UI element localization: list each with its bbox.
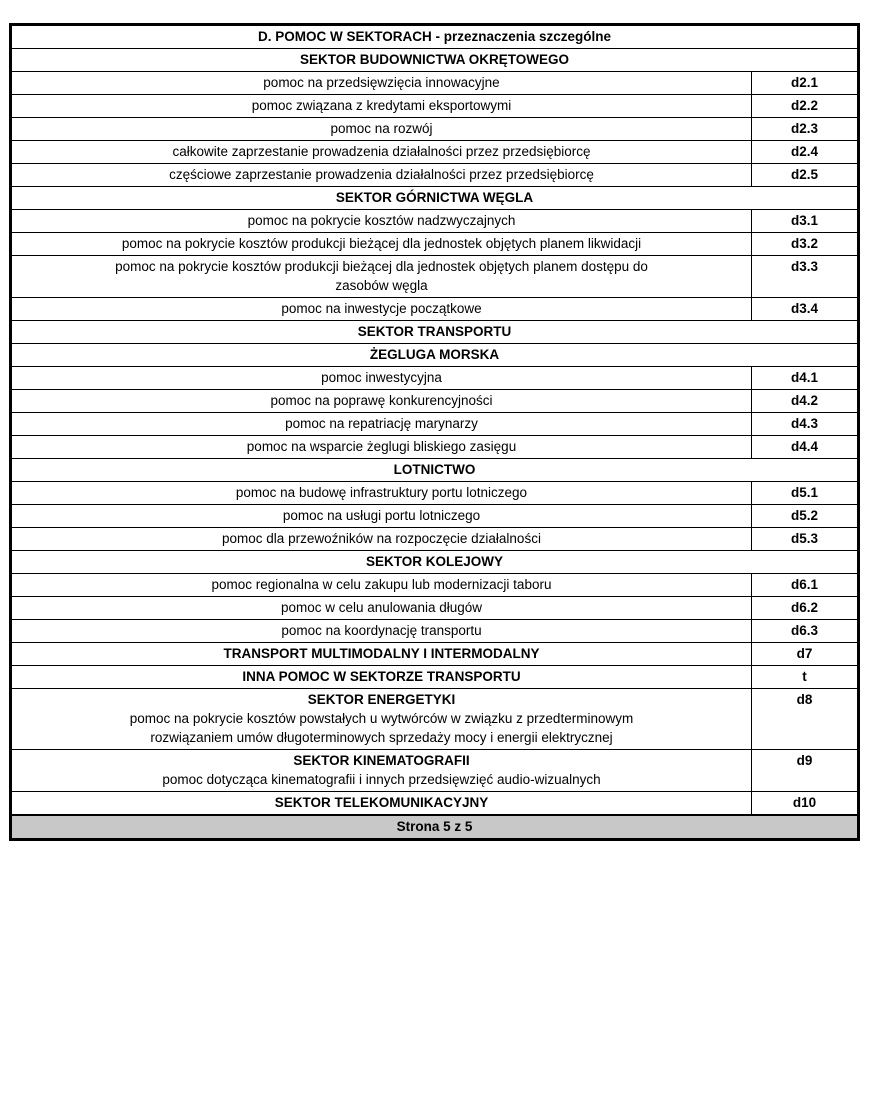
aid-item-row: [11, 141, 859, 164]
aid-item-row: [11, 620, 859, 643]
aid-item-row: [11, 413, 859, 436]
table-title: D. POMOC W SEKTORACH - przeznaczenia szczególne: [11, 25, 859, 49]
aid-code: d10: [752, 792, 859, 816]
section-header-row: [11, 49, 859, 72]
section-header-row: [11, 344, 859, 367]
aid-description-line: zasobów węgla: [335, 278, 428, 293]
aid-description: pomoc regionalna w celu zakupu lub modernizacji taboru: [11, 574, 752, 597]
aid-description: pomoc związana z kredytami eksportowymi: [11, 95, 752, 118]
aid-item-row: [11, 118, 859, 141]
aid-code: d2.1: [752, 72, 859, 95]
aid-code: d3.1: [752, 210, 859, 233]
aid-item-row: [11, 436, 859, 459]
aid-item-row: [11, 574, 859, 597]
aid-description: pomoc na inwestycje początkowe: [11, 298, 752, 321]
aid-code: d3.3: [752, 256, 859, 298]
aid-description-line: rozwiązaniem umów długoterminowych sprzedaży mocy i energii elektrycznej: [150, 730, 613, 745]
sector-name: SEKTOR TELEKOMUNIKACYJNY: [11, 792, 752, 816]
aid-code: d7: [752, 643, 859, 666]
sector-row: [11, 689, 859, 750]
aid-code: d4.3: [752, 413, 859, 436]
sector-row: [11, 792, 859, 816]
aid-description: pomoc w celu anulowania długów: [11, 597, 752, 620]
aid-code: d6.2: [752, 597, 859, 620]
section-header-row: [11, 459, 859, 482]
aid-sectors-sheet: [9, 23, 857, 841]
sector-row: [11, 750, 859, 792]
aid-description: pomoc na rozwój: [11, 118, 752, 141]
page-footer-row: [11, 815, 859, 840]
aid-item-row: [11, 95, 859, 118]
aid-code: d6.1: [752, 574, 859, 597]
sector-block: [11, 689, 752, 750]
aid-code: d4.2: [752, 390, 859, 413]
aid-sectors-table: [9, 23, 860, 841]
aid-item-row: [11, 482, 859, 505]
aid-code: d3.2: [752, 233, 859, 256]
section-header-row: [11, 187, 859, 210]
sector-row: [11, 643, 859, 666]
aid-description-line: pomoc na pokrycie kosztów produkcji bieżącej dla jednostek objętych planem dostępu do: [115, 259, 648, 274]
section-header: SEKTOR BUDOWNICTWA OKRĘTOWEGO: [11, 49, 859, 72]
aid-code: d6.3: [752, 620, 859, 643]
aid-description-line: pomoc na pokrycie kosztów powstałych u wytwórców w związku z przedterminowym: [129, 711, 634, 726]
aid-code: d4.4: [752, 436, 859, 459]
aid-code: d3.4: [752, 298, 859, 321]
aid-description: częściowe zaprzestanie prowadzenia działalności przez przedsiębiorcę: [11, 164, 752, 187]
aid-item-row: [11, 597, 859, 620]
sector-name: INNA POMOC W SEKTORZE TRANSPORTU: [11, 666, 752, 689]
aid-description: całkowite zaprzestanie prowadzenia działalności przez przedsiębiorcę: [11, 141, 752, 164]
aid-code: d5.1: [752, 482, 859, 505]
aid-item-row: [11, 233, 859, 256]
aid-item-row: [11, 528, 859, 551]
aid-description: pomoc na wsparcie żeglugi bliskiego zasięgu: [11, 436, 752, 459]
aid-item-row: [11, 390, 859, 413]
sector-name: TRANSPORT MULTIMODALNY I INTERMODALNY: [11, 643, 752, 666]
section-header: LOTNICTWO: [11, 459, 859, 482]
aid-code: d5.2: [752, 505, 859, 528]
aid-description: pomoc dla przewoźników na rozpoczęcie działalności: [11, 528, 752, 551]
aid-item-row: [11, 367, 859, 390]
aid-code: d4.1: [752, 367, 859, 390]
aid-description: pomoc na pokrycie kosztów nadzwyczajnych: [11, 210, 752, 233]
aid-item-row: [11, 164, 859, 187]
sector-block: [11, 750, 752, 792]
aid-code: d2.4: [752, 141, 859, 164]
aid-description: pomoc na przedsięwzięcia innowacyjne: [11, 72, 752, 95]
section-header-row: [11, 551, 859, 574]
section-header: SEKTOR TRANSPORTU: [11, 321, 859, 344]
aid-description-line: pomoc dotycząca kinematografii i innych przedsięwzięć audio-wizualnych: [162, 772, 601, 787]
page-number: Strona 5 z 5: [11, 815, 859, 840]
sector-row: [11, 666, 859, 689]
aid-description: pomoc na usługi portu lotniczego: [11, 505, 752, 528]
aid-description: pomoc na repatriację marynarzy: [11, 413, 752, 436]
aid-item-row: [11, 72, 859, 95]
section-header: ŻEGLUGA MORSKA: [11, 344, 859, 367]
aid-item-row: [11, 256, 859, 298]
aid-item-row: [11, 210, 859, 233]
aid-description: pomoc na budowę infrastruktury portu lotniczego: [11, 482, 752, 505]
aid-item-row: [11, 298, 859, 321]
sector-name: SEKTOR KINEMATOGRAFII: [293, 753, 470, 768]
aid-description: pomoc na koordynację transportu: [11, 620, 752, 643]
aid-code: d2.2: [752, 95, 859, 118]
aid-code: d2.3: [752, 118, 859, 141]
aid-description: pomoc na poprawę konkurencyjności: [11, 390, 752, 413]
aid-description: [11, 256, 752, 298]
aid-code: d2.5: [752, 164, 859, 187]
aid-description: pomoc na pokrycie kosztów produkcji bieżącej dla jednostek objętych planem likwidacji: [11, 233, 752, 256]
table-title-row: [11, 25, 859, 49]
aid-code: d9: [752, 750, 859, 792]
section-header: SEKTOR GÓRNICTWA WĘGLA: [11, 187, 859, 210]
table-body: [11, 49, 859, 816]
aid-code: d8: [752, 689, 859, 750]
aid-code: d5.3: [752, 528, 859, 551]
section-header-row: [11, 321, 859, 344]
section-header: SEKTOR KOLEJOWY: [11, 551, 859, 574]
aid-description: pomoc inwestycyjna: [11, 367, 752, 390]
sector-name: SEKTOR ENERGETYKI: [307, 692, 456, 707]
aid-item-row: [11, 505, 859, 528]
aid-code: t: [752, 666, 859, 689]
